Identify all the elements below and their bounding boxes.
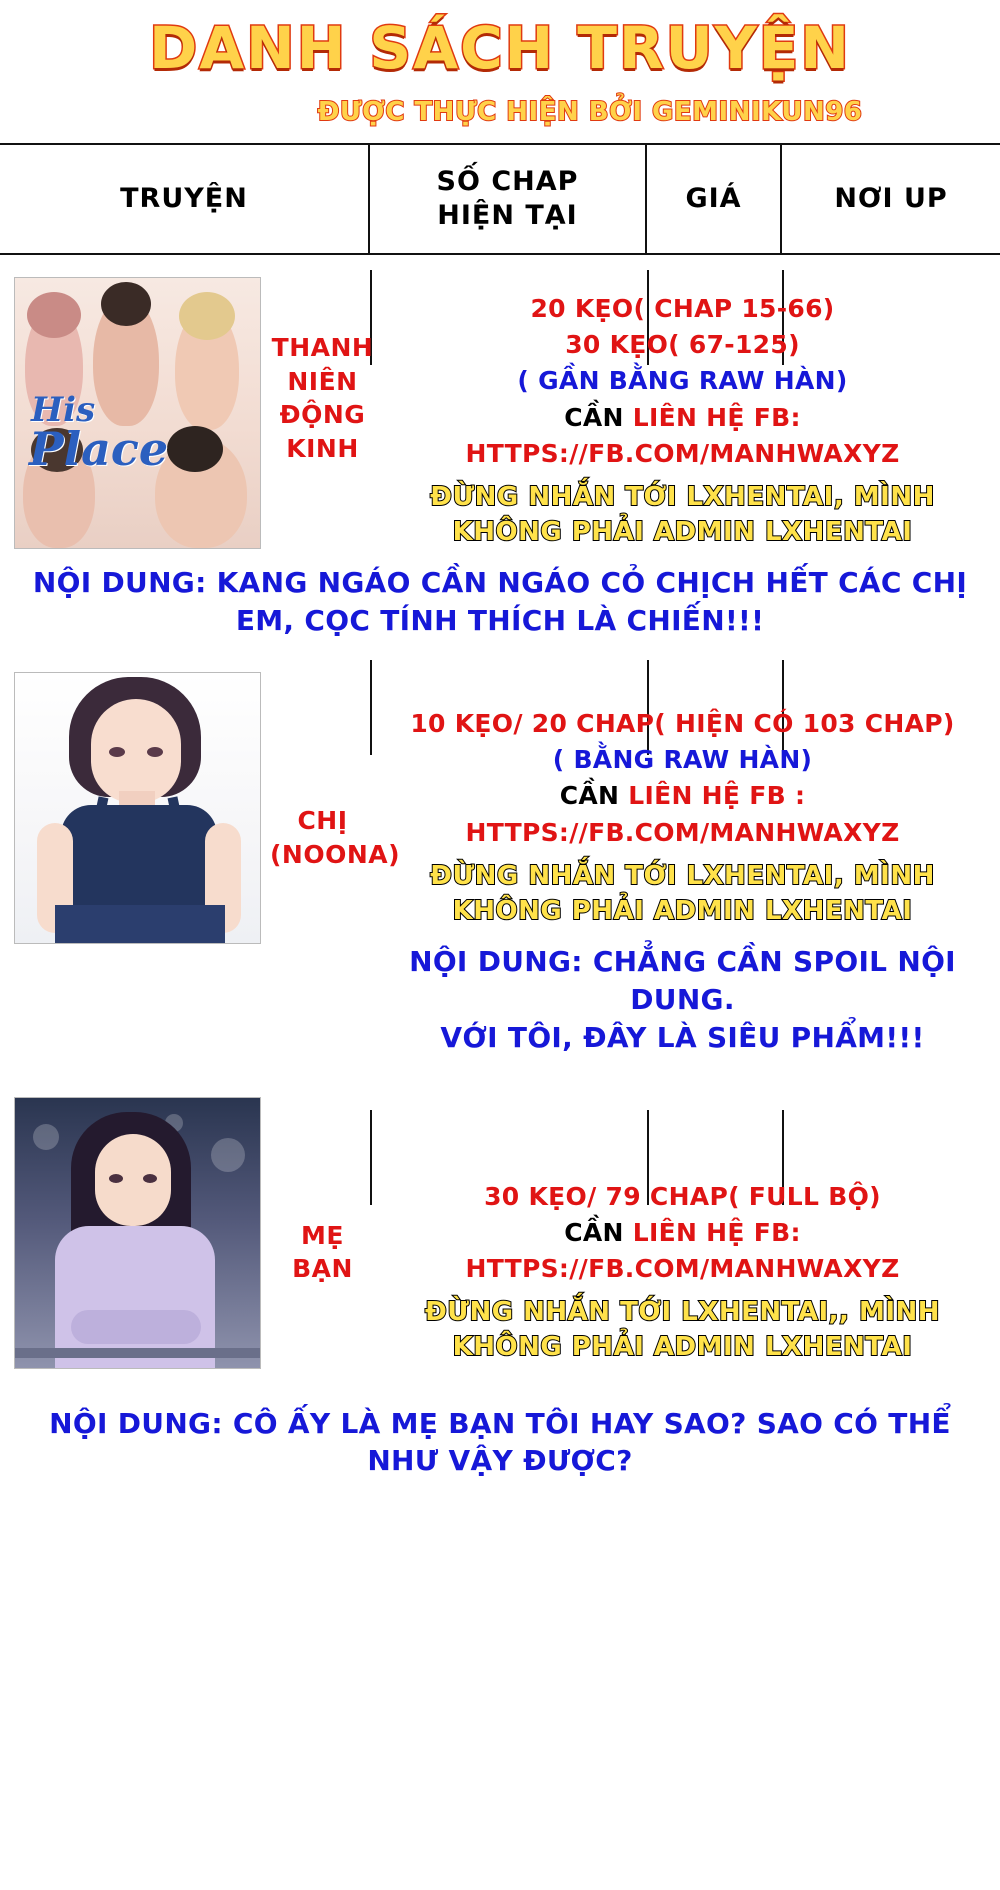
summary-line: NHƯ VẬY ĐƯỢC? (367, 1444, 633, 1478)
facebook-link[interactable]: HTTPS://FB.COM/MANHWAXYZ (465, 438, 900, 468)
summary-line: NỘI DUNG: CHẲNG CẦN SPOIL NỘI DUNG. (409, 945, 956, 1016)
category-line: MẸ (301, 1220, 344, 1250)
warning-line: ĐỪNG NHẮN TỚI LXHENTAI, MÌNH (430, 860, 935, 891)
page-subtitle: ĐƯỢC THỰC HIỆN BỞI GEMINIKUN96 (317, 96, 863, 127)
table-row (0, 259, 1000, 550)
cover-image-his-place (14, 277, 261, 549)
summary-text (375, 929, 990, 1056)
page-header (0, 0, 1000, 127)
character-face (95, 1134, 171, 1226)
summary-line: EM, CỌC TÍNH THÍCH LÀ CHIẾN!!! (235, 604, 765, 638)
price-info-cell (375, 654, 1000, 1057)
contact-line (375, 778, 990, 814)
category-cell (270, 654, 401, 872)
cover-title-line2: Place (29, 421, 169, 476)
character-face (91, 699, 181, 803)
warning-line: KHÔNG PHẢI ADMIN LXHENTAI (452, 1332, 913, 1363)
facebook-link[interactable]: HTTPS://FB.COM/MANHWAXYZ (465, 817, 900, 847)
contact-suffix: LIÊN HỆ FB: (632, 1217, 801, 1247)
price-line: 10 KẸO/ 20 CHAP( HIỆN CÓ 103 CHAP) (410, 708, 955, 738)
thumbnail-cell (0, 1079, 270, 1369)
character-eye (147, 747, 163, 757)
warning-line: ĐỪNG NHẮN TỚI LXHENTAI, MÌNH (430, 482, 935, 513)
character-head (167, 426, 223, 472)
facebook-link[interactable]: HTTPS://FB.COM/MANHWAXYZ (465, 1254, 900, 1283)
price-info-cell (375, 259, 1000, 550)
character-head (27, 292, 81, 338)
character-eye (109, 1174, 123, 1183)
character-eye (143, 1174, 157, 1183)
category-line: ĐỘNG (279, 400, 366, 430)
column-header-so-chap (370, 145, 647, 253)
warning-line: KHÔNG PHẢI ADMIN LXHENTAI (452, 517, 913, 548)
cover-title-line1: His (31, 389, 96, 430)
summary-text (0, 558, 1000, 640)
price-note: ( GẦN BẰNG RAW HÀN) (517, 366, 848, 396)
contact-suffix: LIÊN HỆ FB : (628, 781, 806, 811)
category-line: (NOONA) (270, 839, 401, 869)
character-head (101, 282, 151, 326)
category-line: CHỊ (297, 805, 348, 835)
price-note: ( BẰNG RAW HÀN) (552, 745, 813, 775)
summary-line: NỘI DUNG: KANG NGÁO CẦN NGÁO CỎ CHỊCH HẾT CÁC CHỊ (32, 566, 968, 600)
table-row (0, 654, 1000, 1057)
category-line: KINH (286, 434, 359, 464)
character-arm (71, 1310, 201, 1344)
summary-line: NỘI DUNG: CÔ ẤY LÀ MẸ BẠN TÔI HAY SAO? SAO CÓ THỂ (49, 1406, 951, 1440)
background-railing (15, 1348, 260, 1358)
contact-prefix: CẦN (564, 1217, 624, 1247)
contact-prefix: CẦN (564, 402, 624, 432)
category-cell (270, 1079, 375, 1287)
warning-line: KHÔNG PHẢI ADMIN LXHENTAI (452, 896, 913, 927)
column-header-gia: GIÁ (647, 145, 782, 253)
thumbnail-cell (0, 259, 270, 549)
category-cell (270, 259, 375, 466)
cover-image-noona (14, 672, 261, 944)
character-eye (109, 747, 125, 757)
contact-line (375, 400, 990, 436)
summary-text (0, 1399, 1000, 1481)
clothing-skirt (55, 905, 225, 944)
column-header-so-chap-line1: SỐ CHAP (436, 166, 579, 198)
warning-line: ĐỪNG NHẮN TỚI LXHENTAI,, MÌNH (424, 1297, 941, 1328)
bokeh-light (211, 1138, 245, 1172)
page-title: DANH SÁCH TRUYỆN (149, 14, 851, 82)
category-line: BẠN (292, 1254, 353, 1284)
cover-image-me-ban (14, 1097, 261, 1369)
character-head (179, 292, 235, 340)
table-header-row (0, 143, 1000, 255)
category-line: THANH (271, 332, 374, 362)
category-line: NIÊN (287, 366, 358, 396)
price-info-cell (375, 1079, 1000, 1366)
contact-line (375, 1215, 990, 1251)
column-header-so-chap-line2: HIỆN TẠI (437, 199, 578, 231)
clothing-top (61, 805, 217, 911)
price-line: 20 KẸO( CHAP 15-66) (530, 293, 835, 323)
contact-suffix: LIÊN HỆ FB: (632, 402, 801, 432)
thumbnail-cell (0, 654, 270, 944)
contact-prefix: CẦN (559, 781, 620, 811)
column-header-truyen: TRUYỆN (0, 145, 370, 253)
price-line: 30 KẸO( 67-125) (565, 330, 800, 360)
table-row (0, 1079, 1000, 1369)
summary-line: VỚI TÔI, ĐÂY LÀ SIÊU PHẨM!!! (440, 1020, 925, 1054)
price-line: 30 KẸO/ 79 CHAP( FULL BỘ) (484, 1181, 881, 1211)
bokeh-light (33, 1124, 59, 1150)
column-header-noi-up: NƠI UP (834, 183, 948, 215)
